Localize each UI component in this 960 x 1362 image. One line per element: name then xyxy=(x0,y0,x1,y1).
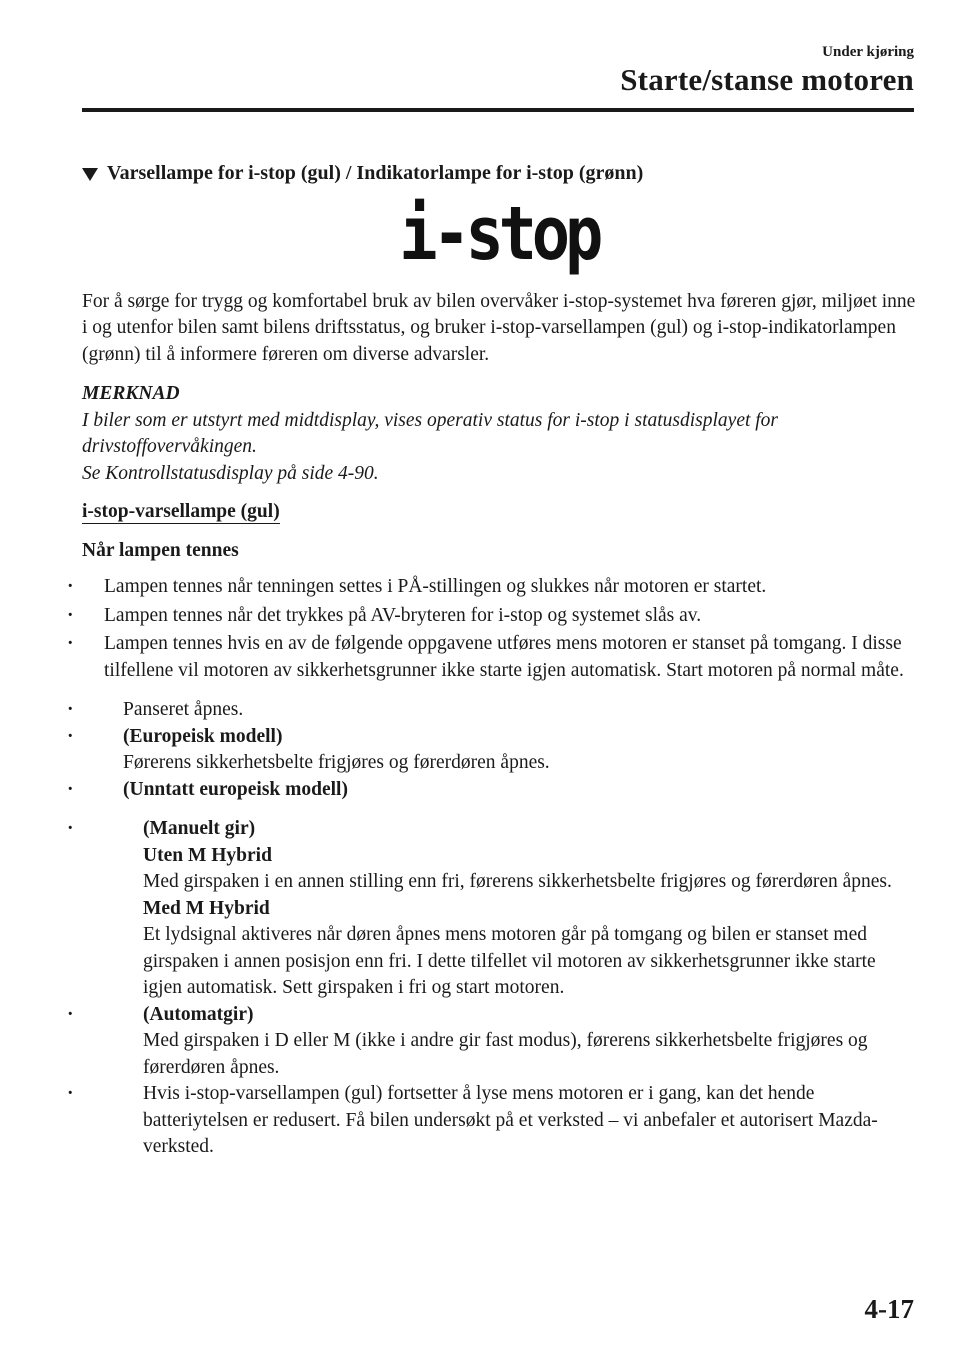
with-hybrid-label: Med M Hybrid xyxy=(143,897,270,919)
automatic-gear-label: · (Automatgir) xyxy=(143,1003,254,1025)
sub-sub-bullet-list xyxy=(82,816,916,1161)
indicator-symbol-wrap xyxy=(82,190,916,281)
list-item xyxy=(82,777,916,804)
list-item: · Panseret åpnes. xyxy=(82,697,916,724)
section-heading xyxy=(82,160,916,187)
list-item xyxy=(82,816,916,1002)
condition-heading: Når lampen tennes xyxy=(82,539,239,561)
header-title: Starte/stanse motoren xyxy=(620,62,914,97)
note-label: MERKNAD xyxy=(82,383,180,404)
intro-paragraph: For å sørge for trygg og komfortabel bruk av bilen overvåker i-stop-systemet hva føreren gjør, miljøet inne i og utenfor bilen samt bilens driftsstatus, og bruker i-stop-varsellampen (gul) og i-stop-indikatorlampen (grønn) til å informere føreren om diverse advarsler. xyxy=(82,290,916,365)
note-text-2: Se Kontrollstatusdisplay på side 4-90. xyxy=(82,462,379,484)
note-text-1: I biler som er utstyrt med midtdisplay, vises operativ status for i-stop i statusdisplayet for drivstoffovervåkingen. xyxy=(82,409,779,457)
without-hybrid-label: Uten M Hybrid xyxy=(143,844,272,866)
automatic-gear-text: Med girspaken i D eller M (ikke i andre gir fast modus), førerens sikkerhetsbelte frigjøres og førerdøren åpnes. xyxy=(143,1030,868,1078)
with-hybrid-text: Et lydsignal aktiveres når døren åpnes mens motoren går på tomgang og bilen er stanset med girspaken i annen posisjon enn fri. I dette tilfellet vil motoren av sikkerhetsgrunner ikke starte igjen automatisk. Sett girspaken i fri og start motoren. xyxy=(143,924,876,998)
list-item xyxy=(82,724,916,777)
without-hybrid-text: Med girspaken i en annen stilling enn fri, førerens sikkerhetsbelte frigjøres og førerdøren åpnes. xyxy=(143,871,892,892)
list-item: · Lampen tennes hvis en av de følgende oppgavene utføres mens motoren er stanset på tomgang. I disse tilfellene vil motoren av sikkerhetsgrunner ikke starte igjen automatisk. Start motoren på normal måte. xyxy=(82,631,916,684)
section-heading-text: Varsellampe for i-stop (gul) / Indikatorlampe for i-stop (grønn) xyxy=(107,162,644,184)
page-content xyxy=(82,160,916,1161)
subsection-title: i-stop-varsellampe (gul) xyxy=(82,501,280,522)
list-item: · Lampen tennes når det trykkes på AV-bryteren for i-stop og systemet slås av. xyxy=(82,603,916,630)
list-item xyxy=(82,1002,916,1082)
page-number: 4-17 xyxy=(864,1294,914,1324)
list-item: · Lampen tennes når tenningen settes i PÅ-stillingen og slukkes når motoren er startet. xyxy=(82,574,916,601)
list-item: · Hvis i-stop-varsellampen (gul) fortsetter å lyse mens motoren er i gang, kan det hende batteriytelsen er redusert. Få bilen undersøkt på et verksted – vi anbefaler et autorisert Mazda-verksted. xyxy=(82,1081,916,1161)
eu-model-label: · (Europeisk modell) xyxy=(123,725,283,747)
eu-model-text: Førerens sikkerhetsbelte frigjøres og førerdøren åpnes. xyxy=(123,752,550,773)
sub-bullet-list xyxy=(82,697,916,803)
header-rule xyxy=(82,108,914,112)
triangle-down-icon xyxy=(82,168,98,181)
bullet-list xyxy=(82,574,916,684)
non-eu-model-label: · (Unntatt europeisk modell) xyxy=(123,778,348,800)
manual-gear-label: · (Manuelt gir) xyxy=(143,818,256,839)
i-stop-symbol-icon: i-stop xyxy=(399,190,599,277)
header-chapter: Under kjøring xyxy=(822,44,914,60)
